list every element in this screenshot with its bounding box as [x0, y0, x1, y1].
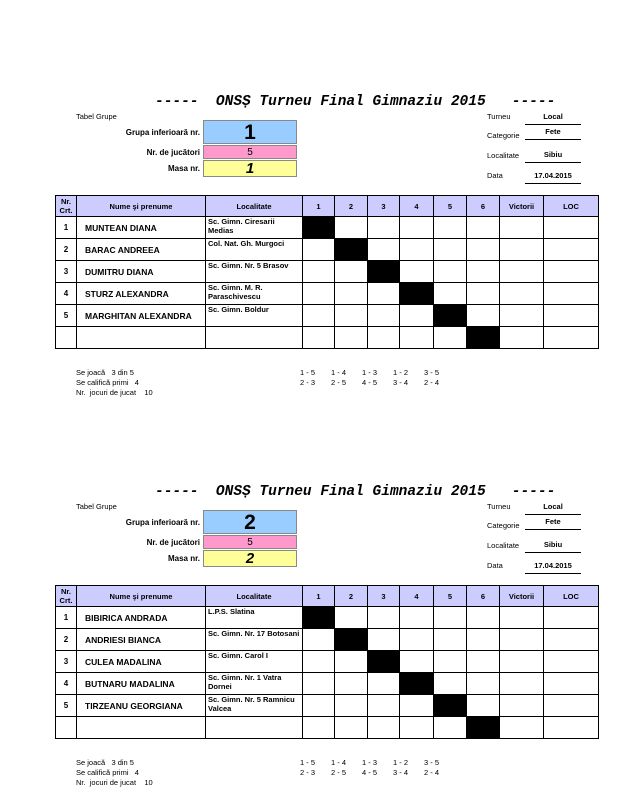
score-cell: [335, 283, 368, 305]
loc-cell: [544, 651, 599, 673]
score-cell: [368, 695, 400, 717]
nr-jocuri-text: Nr. jocuri de jucat 10: [76, 388, 153, 397]
match-pair: 1 - 5: [300, 758, 316, 767]
score-cell: [400, 239, 434, 261]
match-pair: 3 - 4: [393, 378, 409, 387]
match-pair: 3 - 5: [424, 368, 440, 377]
score-cell: [400, 261, 434, 283]
diagonal-cell: [400, 673, 434, 695]
header-cell: LOC: [544, 196, 599, 217]
diagonal-cell: [434, 305, 467, 327]
score-cell: [400, 629, 434, 651]
table-row: [56, 327, 599, 349]
table-row: [56, 673, 599, 695]
player-locality: Sc. Gimn. Nr. 17 Botosani: [206, 629, 303, 651]
score-cell: [400, 717, 434, 739]
loc-cell: [544, 607, 599, 629]
player-name: [77, 717, 206, 739]
pairs-row-2: [300, 768, 455, 778]
score-cell: [303, 673, 335, 695]
match-pair: 1 - 4: [331, 758, 347, 767]
victorii-cell: [500, 651, 544, 673]
score-cell: [434, 717, 467, 739]
match-pair: 4 - 5: [362, 768, 378, 777]
score-cell: [467, 629, 500, 651]
table-row: [56, 261, 599, 283]
score-cell: [335, 305, 368, 327]
masa-value: 2: [203, 550, 297, 567]
diagonal-cell: [335, 239, 368, 261]
categorie-label: Categorie: [487, 521, 520, 530]
turneu-label: Turneu: [487, 112, 511, 121]
player-locality: Sc. Gimn. Nr. 5 Brasov: [206, 261, 303, 283]
table-row: [56, 217, 599, 239]
match-pair: 2 - 5: [331, 378, 347, 387]
score-cell: [335, 651, 368, 673]
loc-cell: [544, 673, 599, 695]
jucatori-value: 5: [203, 535, 297, 549]
header-cell: 4: [400, 586, 434, 607]
score-cell: [434, 629, 467, 651]
group-table: [55, 195, 599, 349]
match-pair: 1 - 5: [300, 368, 316, 377]
victorii-cell: [500, 717, 544, 739]
table-header: [56, 196, 599, 217]
masa-label: Masa nr.: [167, 554, 200, 563]
diagonal-cell: [467, 327, 500, 349]
row-number: 3: [56, 651, 77, 673]
player-locality: Col. Nat. Gh. Murgoci: [206, 239, 303, 261]
score-cell: [303, 283, 335, 305]
score-cell: [467, 261, 500, 283]
grupa-label: Grupa inferioară nr.: [125, 128, 200, 137]
header-cell: 1: [303, 586, 335, 607]
localitate-value: Sibiu: [525, 150, 581, 163]
score-cell: [467, 217, 500, 239]
score-cell: [434, 261, 467, 283]
row-number: 4: [56, 673, 77, 695]
header-cell: Localitate: [206, 586, 303, 607]
victorii-cell: [500, 607, 544, 629]
player-name: MARGHITAN ALEXANDRA: [77, 305, 206, 327]
categorie-label: Categorie: [487, 131, 520, 140]
score-cell: [467, 607, 500, 629]
score-cell: [434, 217, 467, 239]
data-label: Data: [487, 171, 503, 180]
header-cell: Nume şi prenume: [77, 196, 206, 217]
victorii-cell: [500, 283, 544, 305]
header-cell: 1: [303, 196, 335, 217]
loc-cell: [544, 717, 599, 739]
jucatori-label: Nr. de jucători: [146, 148, 200, 157]
header-cell: 6: [467, 586, 500, 607]
score-cell: [434, 283, 467, 305]
page-title: ----- ONSȘ Turneu Final Gimnaziu 2015 -----: [155, 94, 556, 110]
grupa-label: Grupa inferioară nr.: [125, 518, 200, 527]
masa-value: 1: [203, 160, 297, 177]
tabel-grupe-label: Tabel Grupe: [76, 502, 117, 511]
score-cell: [467, 283, 500, 305]
score-cell: [303, 629, 335, 651]
data-value: 17.04.2015: [525, 171, 581, 184]
group-block-2: [0, 390, 618, 790]
player-name: BIBIRICA ANDRADA: [77, 607, 206, 629]
score-cell: [467, 673, 500, 695]
match-pair: 2 - 3: [300, 378, 316, 387]
player-locality: [206, 717, 303, 739]
localitate-label: Localitate: [487, 151, 520, 160]
row-number: 1: [56, 217, 77, 239]
score-cell: [434, 327, 467, 349]
pairs-row-1: [300, 368, 455, 378]
score-cell: [434, 239, 467, 261]
score-cell: [303, 305, 335, 327]
player-name: MUNTEAN DIANA: [77, 217, 206, 239]
score-cell: [303, 695, 335, 717]
score-cell: [400, 327, 434, 349]
victorii-cell: [500, 695, 544, 717]
data-value: 17.04.2015: [525, 561, 581, 574]
diagonal-cell: [400, 283, 434, 305]
player-name: TIRZEANU GEORGIANA: [77, 695, 206, 717]
victorii-cell: [500, 261, 544, 283]
score-cell: [335, 695, 368, 717]
jucatori-label: Nr. de jucători: [146, 538, 200, 547]
localitate-label: Localitate: [487, 541, 520, 550]
match-pair: 2 - 4: [424, 768, 440, 777]
row-number: 5: [56, 695, 77, 717]
loc-cell: [544, 283, 599, 305]
pairs-row-2: [300, 378, 455, 388]
loc-cell: [544, 629, 599, 651]
player-name: BUTNARU MADALINA: [77, 673, 206, 695]
victorii-cell: [500, 327, 544, 349]
score-cell: [368, 217, 400, 239]
header-cell: 4: [400, 196, 434, 217]
player-locality: Sc. Gimn. Boldur: [206, 305, 303, 327]
score-cell: [434, 651, 467, 673]
score-cell: [368, 305, 400, 327]
player-name: CULEA MADALINA: [77, 651, 206, 673]
loc-cell: [544, 305, 599, 327]
victorii-cell: [500, 217, 544, 239]
row-number: 2: [56, 629, 77, 651]
header-cell: 5: [434, 586, 467, 607]
score-cell: [303, 239, 335, 261]
turneu-label: Turneu: [487, 502, 511, 511]
score-cell: [400, 305, 434, 327]
header-cell: Nr. Crt.: [56, 586, 77, 607]
grupa-value: 2: [203, 510, 297, 534]
player-locality: Sc. Gimn. Carol I: [206, 651, 303, 673]
score-cell: [335, 717, 368, 739]
row-number: 3: [56, 261, 77, 283]
match-pair: 1 - 4: [331, 368, 347, 377]
victorii-cell: [500, 305, 544, 327]
header-cell: 5: [434, 196, 467, 217]
categorie-value: Fete: [525, 127, 581, 140]
header-cell: Nr. Crt.: [56, 196, 77, 217]
score-cell: [303, 261, 335, 283]
player-name: [77, 327, 206, 349]
score-cell: [434, 673, 467, 695]
header-cell: 2: [335, 586, 368, 607]
loc-cell: [544, 261, 599, 283]
diagonal-cell: [303, 607, 335, 629]
loc-cell: [544, 239, 599, 261]
score-cell: [368, 607, 400, 629]
match-pair: 3 - 4: [393, 768, 409, 777]
se-califica-text: Se califică primi 4: [76, 768, 139, 777]
player-locality: Sc. Gimn. Ciresarii Medias: [206, 217, 303, 239]
diagonal-cell: [467, 717, 500, 739]
score-cell: [434, 607, 467, 629]
diagonal-cell: [368, 261, 400, 283]
header-cell: Victorii: [500, 586, 544, 607]
table-row: [56, 651, 599, 673]
group-table: [55, 585, 599, 739]
row-number: 2: [56, 239, 77, 261]
score-cell: [368, 629, 400, 651]
player-name: ANDRIESI BIANCA: [77, 629, 206, 651]
score-cell: [335, 261, 368, 283]
header-cell: 3: [368, 196, 400, 217]
score-cell: [368, 283, 400, 305]
score-cell: [303, 651, 335, 673]
score-cell: [368, 717, 400, 739]
categorie-value: Fete: [525, 517, 581, 530]
row-number: [56, 717, 77, 739]
table-row: [56, 305, 599, 327]
match-pair: 4 - 5: [362, 378, 378, 387]
loc-cell: [544, 217, 599, 239]
score-cell: [335, 327, 368, 349]
score-cell: [467, 695, 500, 717]
loc-cell: [544, 327, 599, 349]
turneu-value: Local: [525, 502, 581, 515]
victorii-cell: [500, 673, 544, 695]
player-locality: Sc. Gimn. Nr. 5 Ramnicu Valcea: [206, 695, 303, 717]
row-number: 5: [56, 305, 77, 327]
player-locality: Sc. Gimn. Nr. 1 Vatra Dornei: [206, 673, 303, 695]
diagonal-cell: [335, 629, 368, 651]
header-cell: Localitate: [206, 196, 303, 217]
victorii-cell: [500, 239, 544, 261]
match-pair: 1 - 3: [362, 368, 378, 377]
grupa-value: 1: [203, 120, 297, 144]
se-joaca-text: Se joacă 3 din 5: [76, 368, 134, 377]
player-locality: [206, 327, 303, 349]
data-label: Data: [487, 561, 503, 570]
score-cell: [303, 327, 335, 349]
match-pair: 1 - 2: [393, 368, 409, 377]
victorii-cell: [500, 629, 544, 651]
match-pair: 2 - 4: [424, 378, 440, 387]
row-number: 1: [56, 607, 77, 629]
header-cell: Nume şi prenume: [77, 586, 206, 607]
masa-label: Masa nr.: [167, 164, 200, 173]
jucatori-value: 5: [203, 145, 297, 159]
localitate-value: Sibiu: [525, 540, 581, 553]
turneu-value: Local: [525, 112, 581, 125]
score-cell: [368, 327, 400, 349]
table-row: [56, 695, 599, 717]
score-cell: [335, 673, 368, 695]
nr-jocuri-text: Nr. jocuri de jucat 10: [76, 778, 153, 787]
table-row: [56, 629, 599, 651]
match-pair: 1 - 2: [393, 758, 409, 767]
score-cell: [467, 239, 500, 261]
score-cell: [368, 673, 400, 695]
player-name: DUMITRU DIANA: [77, 261, 206, 283]
match-pair: 2 - 5: [331, 768, 347, 777]
header-cell: 6: [467, 196, 500, 217]
match-pair: 2 - 3: [300, 768, 316, 777]
se-califica-text: Se califică primi 4: [76, 378, 139, 387]
score-cell: [335, 217, 368, 239]
player-locality: Sc. Gimn. M. R. Paraschivescu: [206, 283, 303, 305]
table-row: [56, 717, 599, 739]
header-cell: 2: [335, 196, 368, 217]
match-pair: 1 - 3: [362, 758, 378, 767]
score-cell: [368, 239, 400, 261]
score-cell: [400, 695, 434, 717]
score-cell: [467, 651, 500, 673]
table-row: [56, 239, 599, 261]
header-cell: Victorii: [500, 196, 544, 217]
diagonal-cell: [303, 217, 335, 239]
header-cell: 3: [368, 586, 400, 607]
table-row: [56, 607, 599, 629]
player-name: BARAC ANDREEA: [77, 239, 206, 261]
se-joaca-text: Se joacă 3 din 5: [76, 758, 134, 767]
score-cell: [467, 305, 500, 327]
score-cell: [335, 607, 368, 629]
player-locality: L.P.S. Slatina: [206, 607, 303, 629]
score-cell: [400, 607, 434, 629]
pairs-row-1: [300, 758, 455, 768]
score-cell: [400, 217, 434, 239]
score-cell: [400, 651, 434, 673]
row-number: [56, 327, 77, 349]
header-cell: LOC: [544, 586, 599, 607]
diagonal-cell: [368, 651, 400, 673]
tabel-grupe-label: Tabel Grupe: [76, 112, 117, 121]
diagonal-cell: [434, 695, 467, 717]
row-number: 4: [56, 283, 77, 305]
loc-cell: [544, 695, 599, 717]
page-title: ----- ONSȘ Turneu Final Gimnaziu 2015 -----: [155, 484, 556, 500]
match-pair: 3 - 5: [424, 758, 440, 767]
table-row: [56, 283, 599, 305]
player-name: STURZ ALEXANDRA: [77, 283, 206, 305]
table-header: [56, 586, 599, 607]
score-cell: [303, 717, 335, 739]
